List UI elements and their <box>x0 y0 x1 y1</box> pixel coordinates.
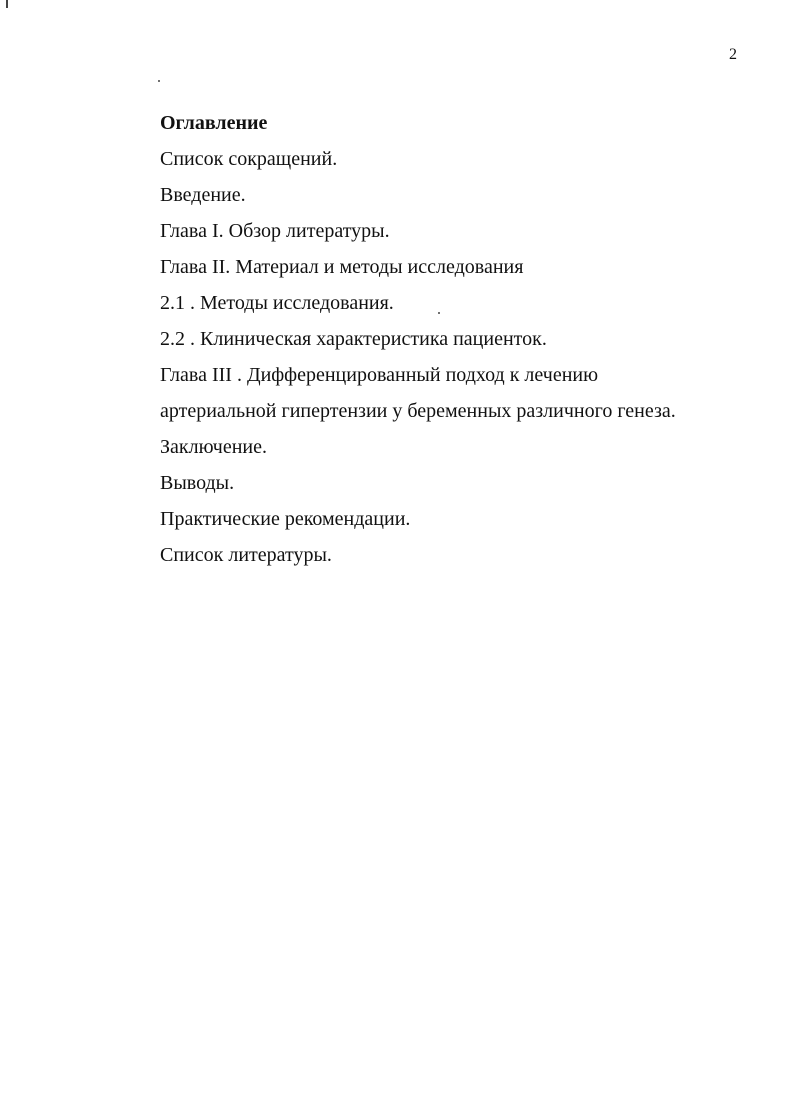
table-of-contents <box>160 110 760 578</box>
toc-entry-chapter-3: Глава III . Дифференцированный подход к лечению <box>160 364 599 386</box>
toc-entry-chapter-1: Глава I. Обзор литературы. <box>160 220 390 242</box>
scan-speck <box>158 80 160 82</box>
toc-entry-references: Список литературы. <box>160 544 332 566</box>
toc-entry-conclusion: Заключение. <box>160 436 267 458</box>
toc-entry-recommendations: Практические рекомендации. <box>160 508 411 530</box>
page-number: 2 <box>729 46 737 63</box>
toc-entry-findings: Выводы. <box>160 472 235 494</box>
toc-entry-chapter-2: Глава II. Материал и методы исследования <box>160 256 524 278</box>
toc-heading: Оглавление <box>160 112 268 134</box>
toc-entry-abbreviations: Список сокращений. <box>160 148 338 170</box>
toc-entry-introduction: Введение. <box>160 184 246 206</box>
toc-entry-section-2-2: 2.2 . Клиническая характеристика пациенток. <box>160 328 547 350</box>
toc-entry-section-2-1: 2.1 . Методы исследования. <box>160 292 394 314</box>
scan-speck <box>6 0 8 8</box>
toc-entry-chapter-3-continued: артериальной гипертензии у беременных различного генеза. <box>160 400 676 422</box>
